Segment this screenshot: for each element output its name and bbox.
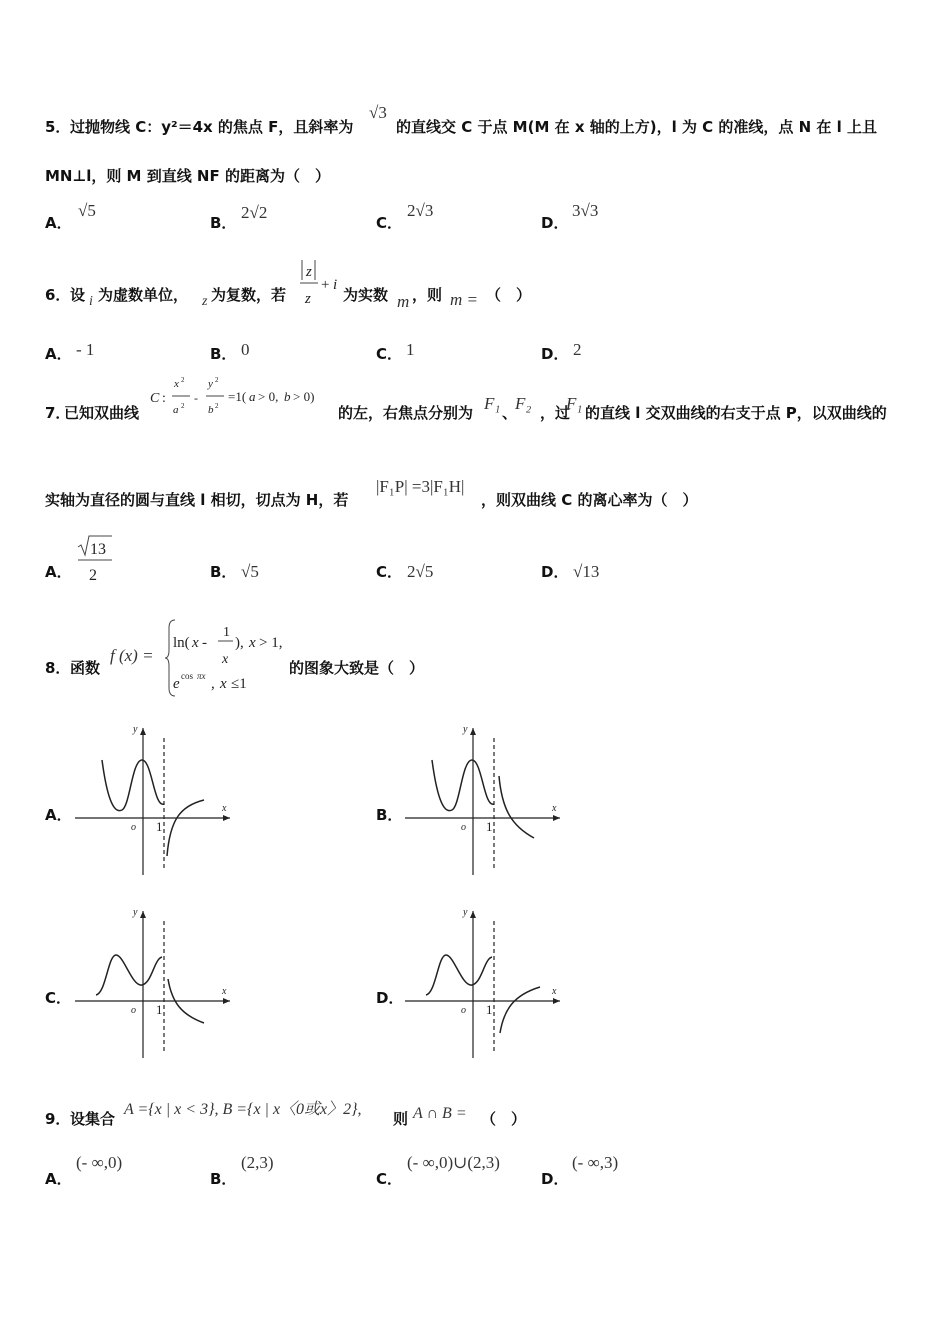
q8-graph-c[interactable]	[70, 903, 240, 1063]
left-curve	[426, 955, 492, 995]
origin-label: o	[461, 822, 466, 833]
left-curve	[102, 760, 164, 811]
svg-text:πx: πx	[197, 671, 206, 681]
q6-fraction-graphic	[299, 258, 343, 310]
q9-number: 9．	[45, 1110, 71, 1128]
x-arrow-icon	[553, 815, 560, 821]
q8-text-b: 的图象大致是（ ）	[289, 659, 425, 677]
svg-text:x: x	[192, 635, 199, 651]
q7-option-c-label[interactable]: C．	[376, 563, 403, 581]
q5-option-c-value: 2√3	[407, 201, 434, 220]
one-label: 1	[486, 819, 493, 834]
svg-text:y: y	[208, 378, 213, 390]
y-label: y	[133, 724, 138, 735]
q9-text-c: （ ）	[481, 1110, 527, 1128]
q7-text-b: 的左，右焦点分别为	[338, 404, 474, 422]
svg-text:2: 2	[181, 402, 185, 410]
svg-text:13: 13	[90, 541, 106, 558]
svg-text:x: x	[220, 676, 227, 692]
one-label: 1	[486, 1002, 493, 1017]
q6-option-b-value: 0	[241, 340, 250, 359]
q5-option-c-label[interactable]: C．	[376, 214, 403, 232]
origin-label: o	[131, 1005, 136, 1016]
origin-label: o	[461, 1005, 466, 1016]
right-curve	[167, 800, 204, 856]
q6-text-c: 为复数，若	[211, 286, 287, 304]
q8-option-b-label[interactable]: B．	[376, 806, 403, 824]
one-label: 1	[156, 1002, 163, 1017]
q7-condition: |F₁P| =3|F₁H|	[376, 477, 465, 496]
q8-option-d-label[interactable]: D．	[376, 989, 404, 1007]
q7-option-a-fraction	[76, 535, 116, 585]
svg-text::: :	[162, 391, 166, 406]
q6-option-c-value: 1	[406, 340, 415, 359]
svg-text:2: 2	[89, 567, 97, 584]
q7-hyperbola-graphic	[150, 373, 340, 421]
svg-text:x: x	[174, 378, 179, 390]
q7-text-d: 的直线 l 交双曲线的右支于点 P，以双曲线的	[585, 404, 887, 422]
q9-option-b-label[interactable]: B．	[210, 1170, 237, 1188]
svg-text:b: b	[208, 404, 214, 416]
q5-option-d-label[interactable]: D．	[541, 214, 569, 232]
left-curve	[96, 955, 162, 995]
svg-text:ln(: ln(	[173, 635, 190, 651]
q7-text-a: 已知双曲线	[64, 404, 140, 422]
left-curve	[432, 760, 494, 811]
q6-text-b: 为虚数单位，	[98, 286, 189, 304]
svg-text:a: a	[173, 404, 179, 416]
x-arrow-icon	[223, 998, 230, 1004]
svg-text:cos: cos	[181, 671, 193, 681]
svg-text:b: b	[284, 389, 291, 404]
x-label: x	[552, 986, 557, 997]
q9-option-b-value: (2,3)	[241, 1153, 274, 1172]
svg-text:a: a	[249, 389, 256, 404]
one-label: 1	[156, 819, 163, 834]
y-arrow-icon	[140, 728, 146, 735]
q8-case1-graphic	[173, 620, 293, 668]
q5-option-b-label[interactable]: B．	[210, 214, 237, 232]
q5-option-b-value: 2√2	[241, 203, 268, 222]
q5-number: 5．	[45, 118, 71, 136]
q6-option-a-label[interactable]: A．	[45, 345, 72, 363]
q6-symbol-i: i	[89, 294, 93, 309]
q8-case2	[173, 667, 293, 695]
q9-option-d-label[interactable]: D．	[541, 1170, 569, 1188]
q7-option-a-label[interactable]: A．	[45, 563, 72, 581]
q6-number: 6．	[45, 286, 71, 304]
y-label: y	[133, 907, 138, 918]
q6-option-b-label[interactable]: B．	[210, 345, 237, 363]
q7-option-b-label[interactable]: B．	[210, 563, 237, 581]
y-label: y	[463, 724, 468, 735]
q8-case1	[173, 620, 293, 668]
right-curve	[500, 987, 540, 1033]
q9-sets: A ={x | x < 3}, B ={x | x〈0或x〉2},	[124, 1101, 362, 1118]
right-curve	[499, 776, 534, 838]
q6-option-d-label[interactable]: D．	[541, 345, 569, 363]
x-label: x	[552, 803, 557, 814]
x-arrow-icon	[223, 815, 230, 821]
svg-text:x: x	[249, 635, 256, 651]
svg-text:=1(: =1(	[228, 389, 247, 404]
svg-text:> 0): > 0)	[293, 389, 315, 404]
q7-hyperbola	[150, 373, 340, 421]
q9-option-d-value: (- ∞,3)	[572, 1153, 619, 1172]
svg-text:-: -	[194, 391, 198, 405]
q6-option-c-label[interactable]: C．	[376, 345, 403, 363]
q5-text-line1: 过抛物线 C：y²＝4x 的焦点 F，且斜率为	[70, 118, 354, 136]
y-arrow-icon	[470, 911, 476, 918]
q7-focus-f2: F₂	[515, 394, 532, 413]
svg-text:2: 2	[215, 376, 219, 384]
svg-text:1: 1	[223, 625, 230, 640]
q8-case2-graphic	[173, 667, 293, 695]
q8-graph-d[interactable]	[400, 903, 570, 1063]
q5-option-a-value: √5	[78, 201, 96, 220]
y-arrow-icon	[470, 728, 476, 735]
svg-text:2: 2	[181, 376, 185, 384]
svg-text:> 0,: > 0,	[258, 389, 279, 404]
y-label: y	[463, 907, 468, 918]
svg-text:-: -	[202, 635, 207, 651]
q6-m-equals: m =	[450, 290, 478, 309]
x-label: x	[222, 986, 227, 997]
q7-text-line2a: 实轴为直径的圆与直线 l 相切，切点为 H，若	[45, 491, 349, 509]
x-arrow-icon	[553, 998, 560, 1004]
q9-text-a: 设集合	[70, 1110, 116, 1128]
q6-text-e: ，则	[412, 286, 443, 304]
q8-graph-b[interactable]	[400, 720, 570, 880]
q8-option-c-label[interactable]: C．	[45, 989, 72, 1007]
q7-option-c-value: 2√5	[407, 562, 434, 581]
q6-option-d-value: 2	[573, 340, 582, 359]
q6-text-d: 为实数	[343, 286, 389, 304]
x-label: x	[222, 803, 227, 814]
q8-graph-a[interactable]	[70, 720, 240, 880]
q9-option-a-value: (- ∞,0)	[76, 1153, 123, 1172]
svg-text:,: ,	[211, 676, 215, 692]
svg-text:2: 2	[215, 402, 219, 410]
q6-expression	[299, 258, 343, 310]
y-arrow-icon	[140, 911, 146, 918]
q5-option-d-value: 3√3	[572, 201, 599, 220]
q9-intersection: A ∩ B =	[413, 1105, 467, 1122]
q6-option-a-value: - 1	[76, 340, 95, 359]
q7-text-c: ，过	[540, 404, 571, 422]
q9-option-c-value: (- ∞,0)∪(2,3)	[407, 1153, 500, 1172]
q7-option-b-value: √5	[241, 562, 259, 581]
svg-text:+: +	[321, 277, 330, 293]
q5-option-a-label[interactable]: A．	[45, 214, 72, 232]
q6-symbol-m: m	[397, 292, 410, 311]
q5-text-line2: MN⊥l，则 M 到直线 NF 的距离为（ ）	[45, 167, 330, 185]
q8-fx: f (x) =	[110, 646, 154, 665]
q5-slope: √3	[369, 103, 387, 122]
q7-option-d-label[interactable]: D．	[541, 563, 569, 581]
svg-text:e: e	[173, 676, 180, 692]
q7-number: 7．	[45, 404, 71, 422]
q7-option-a-value	[76, 535, 116, 585]
q6-symbol-z: z	[202, 294, 208, 309]
q6-text-a: 设	[70, 286, 86, 304]
q8-number: 8．	[45, 659, 71, 677]
svg-text:≤1: ≤1	[231, 676, 247, 692]
svg-text:z: z	[305, 291, 311, 307]
q7-separator: 、	[502, 404, 518, 422]
q5-text-line1b: 的直线交 C 于点 M(M 在 x 轴的上方)，l 为 C 的准线，点 N 在 l 上且	[396, 118, 877, 136]
svg-text:z: z	[306, 264, 312, 280]
q7-focus-f1-b: F₁	[566, 394, 583, 413]
q6-text-f: （ ）	[486, 286, 532, 304]
q9-option-a-label[interactable]: A．	[45, 1170, 72, 1188]
q7-focus-f1: F₁	[484, 394, 501, 413]
svg-text:),: ),	[235, 635, 244, 651]
svg-text:i: i	[333, 277, 338, 293]
svg-text:> 1,: > 1,	[259, 635, 283, 651]
q8-option-a-label[interactable]: A．	[45, 806, 72, 824]
origin-label: o	[131, 822, 136, 833]
q9-option-c-label[interactable]: C．	[376, 1170, 403, 1188]
q8-text-a: 函数	[70, 659, 101, 677]
q7-text-line2b: ，则双曲线 C 的离心率为（ ）	[481, 491, 698, 509]
svg-text:C: C	[150, 391, 160, 406]
q9-text-b: 则	[393, 1110, 409, 1128]
q7-option-d-value: √13	[573, 562, 600, 581]
svg-text:x: x	[222, 652, 229, 667]
